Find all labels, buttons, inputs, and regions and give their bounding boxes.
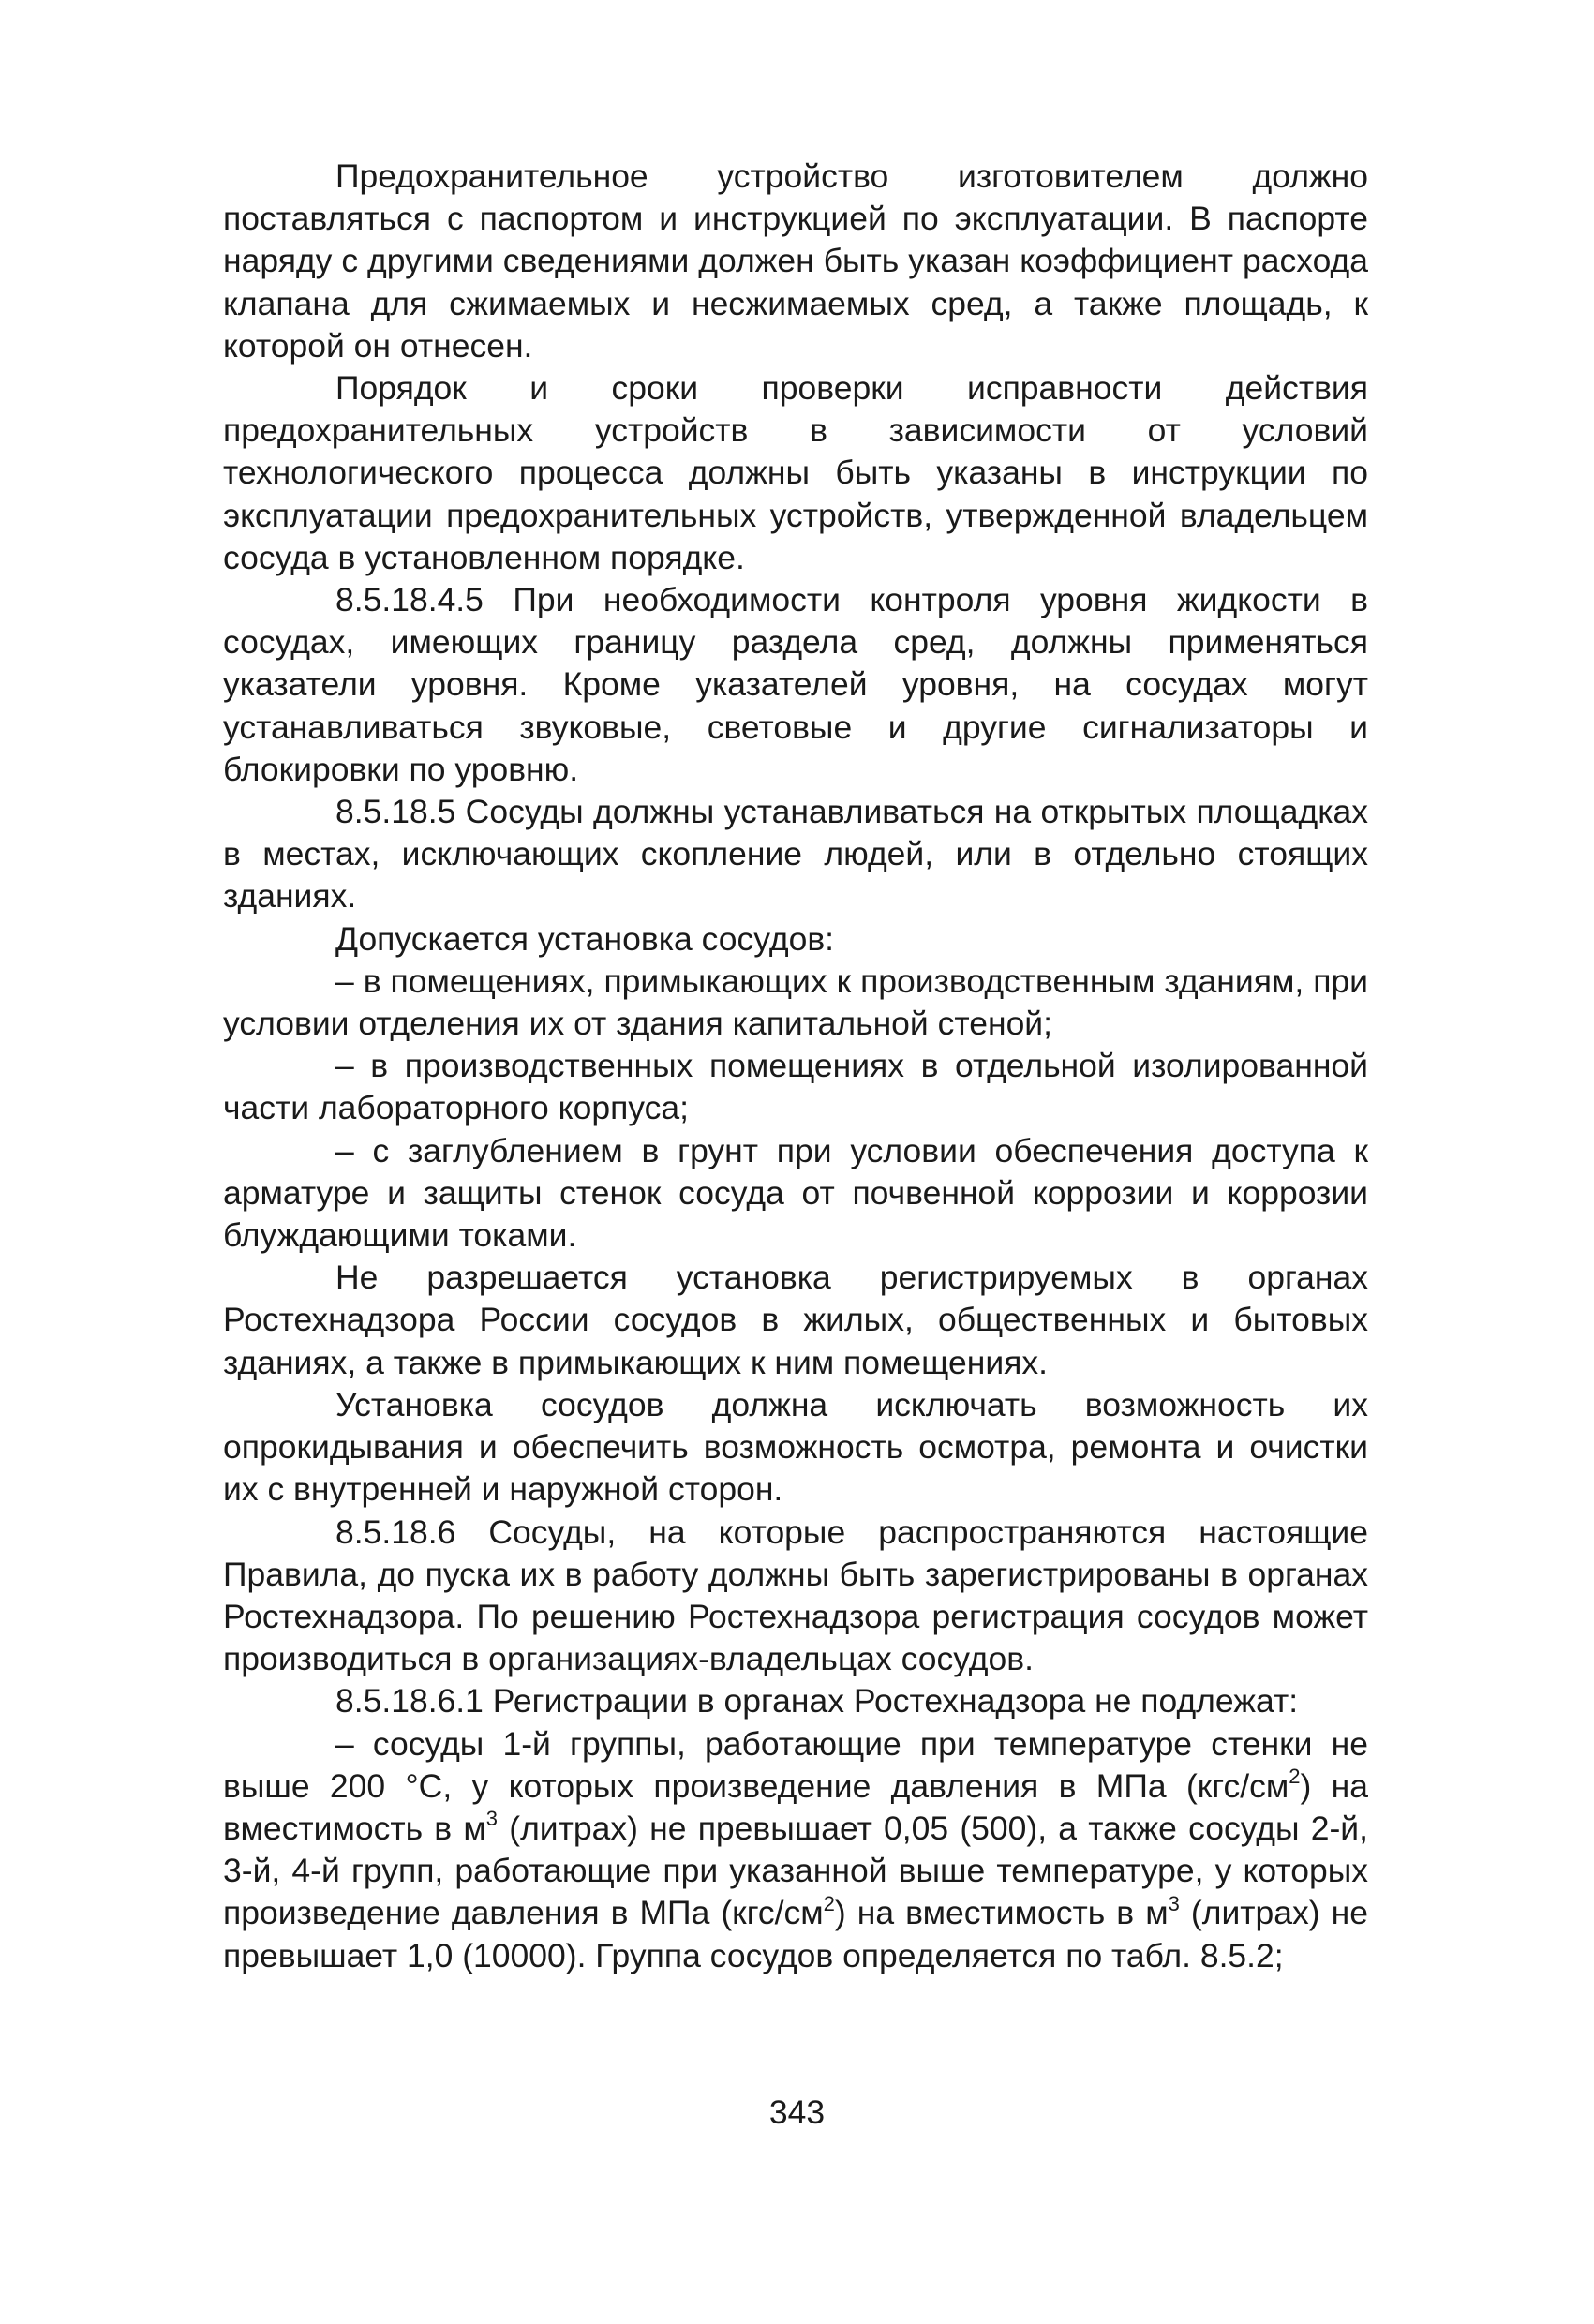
- superscript-squared: 2: [823, 1891, 835, 1915]
- paragraph-check-procedure: Порядок и сроки проверки исправности действия предохранительных устройств в зависимости от условий технологического процесса должны быть указаны в инструкции по эксплуатации предохранительных устройств, утвержденной владельцем сосуда в установленном порядке.: [223, 369, 1368, 576]
- list-item-text-part-2: ) на вместимость в м: [223, 1766, 1368, 1847]
- paragraph-installation-requirements: Установка сосудов должна исключать возможность их опрокидывания и обеспечить возможность осмотра, ремонта и очистки их с внутренней и наружной сторон.: [223, 1385, 1368, 1509]
- superscript-cubed: 3: [485, 1807, 499, 1831]
- list-item-adjacent-rooms: – в помещениях, примыкающих к производственным зданиям, при условии отделения их от здания капитальной стеной;: [223, 961, 1368, 1043]
- list-item-group-1-vessels: [223, 1723, 1368, 1977]
- superscript-cubed: 3: [1168, 1891, 1180, 1915]
- paragraph-8-5-18-6-1: 8.5.18.6.1 Регистрации в органах Ростехнадзора не подлежат:: [335, 1682, 1299, 1721]
- list-item-underground: – с заглублением в грунт при условии обеспечения доступа к арматуре и защиты стенок сосуда от почвенной коррозии и коррозии блуждающими токами.: [223, 1131, 1368, 1255]
- superscript-squared: 2: [1289, 1764, 1301, 1788]
- paragraph-safety-device-passport: Предохранительное устройство изготовителем должно поставляться с паспортом и инструкцией по эксплуатации. В паспорте наряду с другими сведениями должен быть указан коэффициент расхода клапана для сжимаемых и несжимаемых сред, а также площадь, к которой он отнесен.: [223, 157, 1368, 365]
- paragraph-installation-prohibited: Не разрешается установка регистрируемых в органах Ростехнадзора России сосудов в жилых, общественных и бытовых зданиях, а также в примыкающих к ним помещениях.: [223, 1259, 1368, 1381]
- list-item-text-part-3: (литрах) не превышает 0,05 (500), а также сосуды 2-й, 3-й, 4-й групп, работающие при указанной выше температуре, у которых произведение давления в МПа (кгс/см: [223, 1809, 1368, 1932]
- list-item-text-part-5: (литрах) не превышает 1,0 (10000). Группа сосудов определяется по табл. 8.5.2;: [223, 1894, 1368, 1974]
- page-body: [223, 156, 1368, 1977]
- paragraph-8-5-18-6: 8.5.18.6 Сосуды, на которые распространяются настоящие Правила, до пуска их в работу должны быть зарегистрированы в органах Ростехнадзора. По решению Ростехнадзора регистрация сосудов может производиться в организациях-владельцах сосудов.: [223, 1512, 1368, 1678]
- list-item-text-part-1: – сосуды 1-й группы, работающие при температуре стенки не выше 200 °С, у которых произведение давления в МПа (кгс/см: [223, 1724, 1368, 1805]
- paragraph-installation-allowed: Допускается установка сосудов:: [335, 919, 835, 958]
- list-item-text-part-4: ) на вместимость в м: [834, 1894, 1169, 1932]
- page-number: 343: [768, 2093, 826, 2131]
- paragraph-8-5-18-4-5: 8.5.18.4.5 При необходимости контроля уровня жидкости в сосудах, имеющих границу раздела сред, должны применяться указатели уровня. Кроме указателей уровня, на сосудах могут устанавливаться звуковые, световые и другие сигнализаторы и блокировки по уровню.: [223, 581, 1368, 788]
- list-item-production-rooms: – в производственных помещениях в отдельной изолированной части лабораторного корпуса;: [223, 1047, 1368, 1127]
- paragraph-8-5-18-5: 8.5.18.5 Сосуды должны устанавливаться на открытых площадках в местах, исключающих скопление людей, или в отдельно стоящих зданиях.: [223, 793, 1368, 916]
